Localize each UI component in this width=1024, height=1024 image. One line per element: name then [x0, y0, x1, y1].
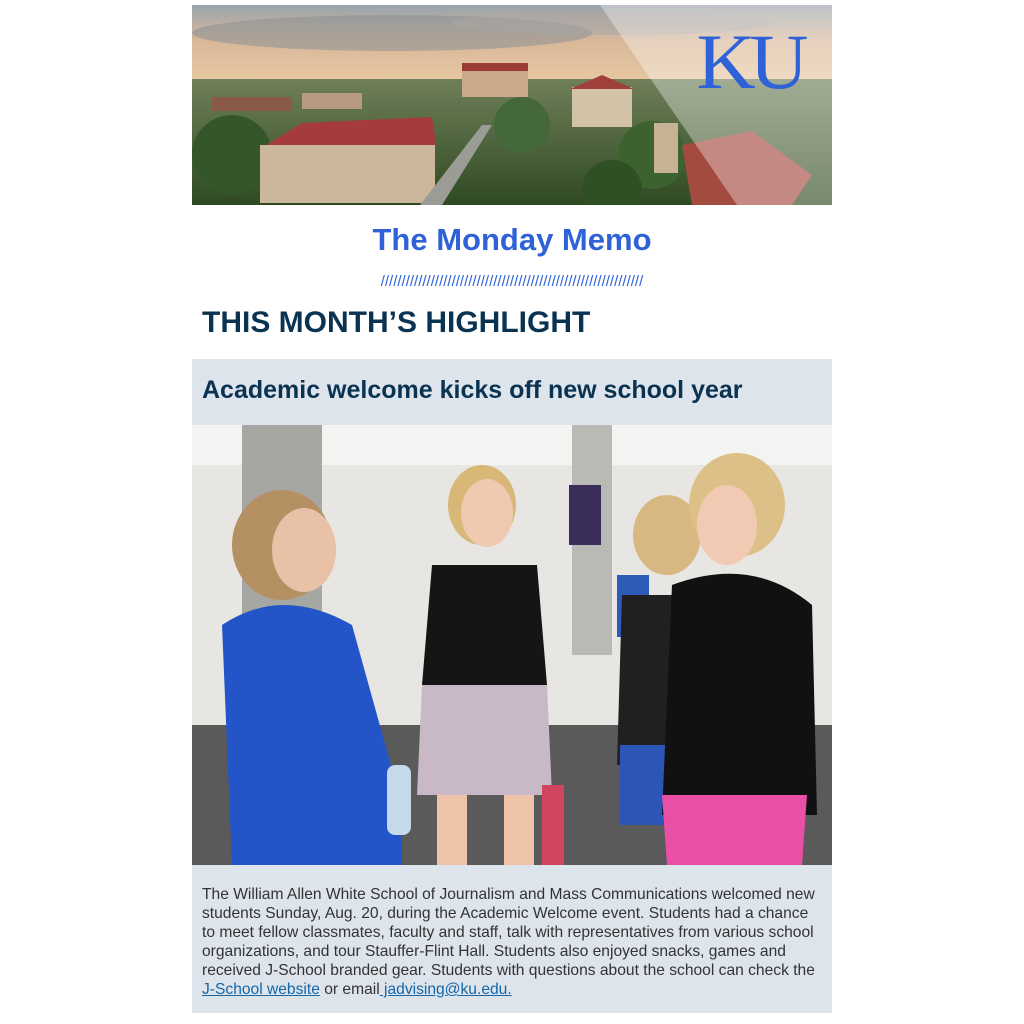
header-banner — [192, 5, 832, 205]
article-headline: Academic welcome kicks off new school year — [202, 376, 743, 404]
section-heading: THIS MONTH’S HIGHLIGHT — [202, 306, 591, 339]
jschool-website-link[interactable]: J-School website — [202, 981, 320, 998]
article-photo — [192, 425, 832, 865]
article-body-text: The William Allen White School of Journalism and Mass Communications welcomed new students Sunday, Aug. 20, during the Academic Welcome event. Students had a chance to meet fellow classmates, faculty and staff, talk with representatives from various school organizations, and tour Stauffer-Flint Hall. Students also enjoyed snacks, games and received J-School branded gear. Students with questions about the school can check the — [202, 886, 815, 979]
advising-email-link[interactable]: jadvising@ku.edu. — [379, 981, 512, 998]
article-body — [192, 865, 832, 1013]
divider: /////////////////////////////////////////////////////////////// — [380, 273, 644, 290]
ku-logo: KU — [696, 18, 803, 105]
highlight-article — [192, 359, 832, 1013]
article-body-mid: or email — [319, 981, 380, 998]
newsletter — [192, 5, 832, 1013]
newsletter-title: The Monday Memo — [372, 222, 652, 257]
